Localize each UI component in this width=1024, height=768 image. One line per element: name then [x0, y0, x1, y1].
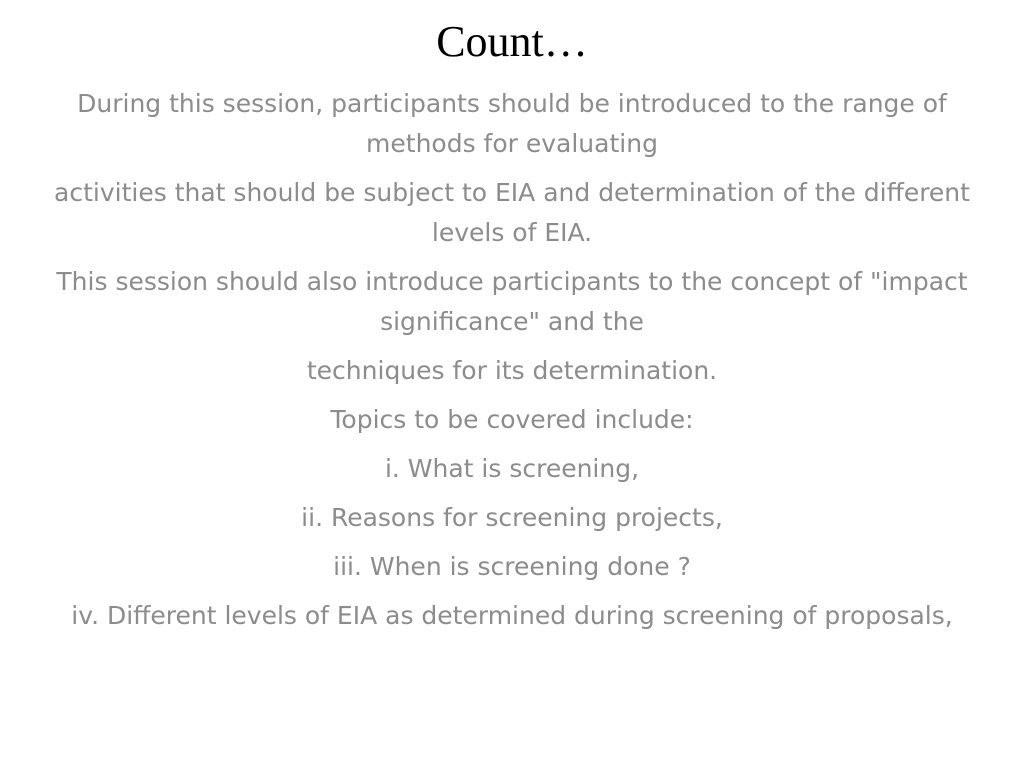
paragraph-session-intro: During this session, participants should be introduced to the range of methods for evaluating: [77, 89, 947, 158]
paragraph-activities: activities that should be subject to EIA and determination of the different levels of EIA.: [54, 178, 970, 247]
paragraph-impact-significance: This session should also introduce participants to the concept of "impact significance" and the: [56, 267, 968, 336]
slide-body: [22, 84, 1002, 645]
list-item-what-is-screening: i. What is screening,: [384, 454, 640, 483]
paragraph-techniques: techniques for its determination.: [306, 356, 718, 385]
list-item-reasons-screening: ii. Reasons for screening projects,: [301, 503, 723, 532]
slide-title: Count…: [436, 17, 588, 66]
paragraph-topics-heading: Topics to be covered include:: [330, 405, 694, 434]
list-item-when-screening: iii. When is screening done ?: [333, 552, 691, 581]
list-item-levels-of-eia: iv. Different levels of EIA as determined during screening of proposals,: [71, 601, 953, 630]
